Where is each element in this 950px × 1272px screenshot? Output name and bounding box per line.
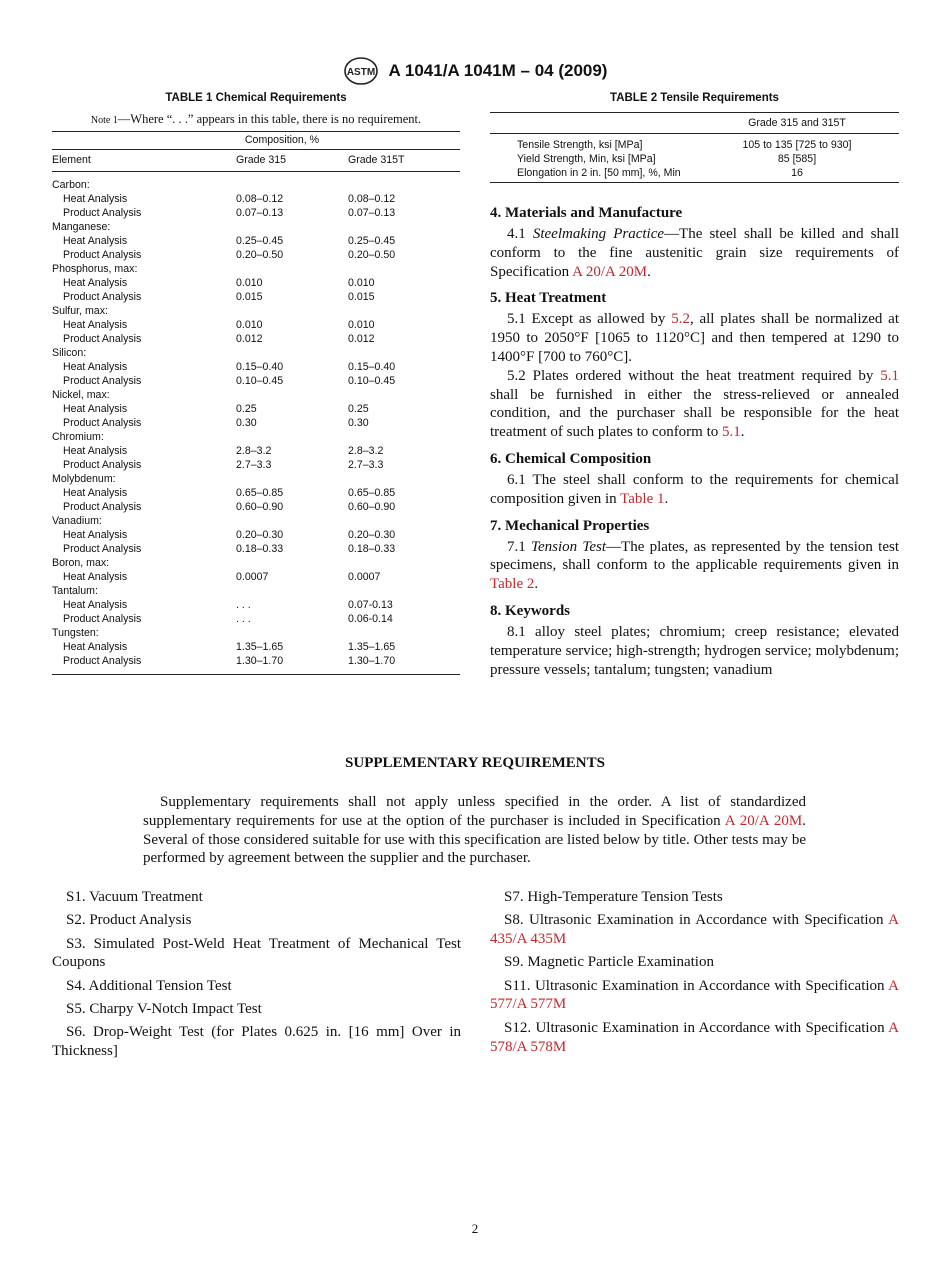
grade315t-value: 0.010: [348, 319, 375, 331]
table-row: [52, 276, 460, 290]
analysis-label: Product Analysis: [63, 417, 142, 429]
supp-s9: S9. Magnetic Particle Examination: [504, 954, 714, 971]
supp-s7: S7. High-Temperature Tension Tests: [504, 889, 723, 905]
supp-s4: S4. Additional Tension Test: [66, 977, 232, 994]
grade315-value: 0.010: [236, 319, 263, 331]
table-row: [52, 570, 460, 584]
element-name: Tungsten:: [52, 627, 99, 639]
element-name: Carbon:: [52, 179, 90, 191]
section-6-1: 6.1 The steel shall conform to the requirements for chemical composition given in Table 1.: [490, 471, 899, 507]
analysis-label: Heat Analysis: [63, 277, 128, 289]
analysis-label: Product Analysis: [63, 291, 142, 303]
element-group-row: [52, 346, 460, 360]
supp-s2: S2. Product Analysis: [66, 912, 192, 929]
grade315t-value: 0.18–0.33: [348, 543, 396, 555]
grade315t-value: 1.35–1.65: [348, 641, 396, 653]
section-5-2: 5.2 Plates ordered without the heat treatment required by 5.1 shall be furnished in either the stress-relieved or annealed condition, and the purchaser shall be responsible for the heat treatment of such plates to conform to 5.1.: [490, 367, 900, 441]
table-row: [52, 290, 460, 304]
note-label: Note 1: [90, 115, 118, 126]
supplementary-list-right: [490, 888, 899, 1061]
composition-header: Composition, %: [236, 132, 460, 150]
link-5-2[interactable]: 5.2: [671, 311, 690, 328]
table-row: [52, 318, 460, 332]
right-column: [490, 92, 899, 679]
supp-s5: S5. Charpy V-Notch Impact Test: [66, 1000, 262, 1017]
property-label: Elongation in 2 in. [50 mm], %, Min: [490, 166, 695, 183]
grade315t-value: 0.25–0.45: [348, 235, 396, 247]
grade315-value: 1.30–1.70: [236, 655, 284, 667]
analysis-label: Product Analysis: [63, 613, 142, 625]
property-label: Tensile Strength, ksi [MPa]: [517, 139, 643, 151]
analysis-label: Heat Analysis: [63, 193, 128, 205]
grade315-value: 0.012: [236, 333, 263, 345]
table-row: [490, 152, 899, 166]
element-name: Vanadium:: [52, 515, 102, 527]
grade315t-value: 0.15–0.40: [348, 361, 396, 373]
grade315t-value: 0.08–0.12: [348, 193, 396, 205]
table-row: [52, 598, 460, 612]
grade315-value: 0.10–0.45: [236, 375, 284, 387]
element-name: Silicon:: [52, 347, 87, 359]
grade315t-value: 2.7–3.3: [348, 459, 384, 471]
grade315-value: 0.18–0.33: [236, 543, 284, 555]
grade315-value: 1.35–1.65: [236, 641, 284, 653]
analysis-label: Heat Analysis: [63, 487, 128, 499]
table-row: [52, 542, 460, 556]
element-group-row: [52, 556, 460, 570]
grade315t-value: 0.0007: [348, 571, 381, 583]
col-element: Element: [52, 150, 236, 172]
grade315-value: 0.25: [236, 403, 257, 415]
element-group-row: [52, 514, 460, 528]
grade315-value: 0.015: [236, 291, 263, 303]
table-row: [52, 374, 460, 388]
analysis-label: Heat Analysis: [63, 529, 128, 541]
table-row: [52, 640, 460, 654]
table-row: [52, 486, 460, 500]
grade315-value: . . .: [236, 613, 251, 625]
section-7-heading: 7. Mechanical Properties: [490, 517, 650, 534]
table-row: [52, 654, 460, 668]
analysis-label: Product Analysis: [63, 249, 142, 261]
property-label: Yield Strength, Min, ksi [MPa]: [517, 153, 656, 165]
analysis-label: Heat Analysis: [63, 319, 128, 331]
grade315-value: 2.8–3.2: [236, 445, 272, 457]
analysis-label: Product Analysis: [63, 501, 142, 513]
element-name: Sulfur, max:: [52, 305, 108, 317]
astm-logo-icon: [343, 56, 379, 86]
link-a577[interactable]: A 577/A 577M: [490, 977, 899, 1013]
grade315-value: 0.60–0.90: [236, 501, 284, 513]
table-row: [52, 458, 460, 472]
table2-caption: TABLE 2 Tensile Requirements: [610, 92, 779, 104]
grade315t-value: 0.06-0.14: [348, 613, 393, 625]
link-table-2[interactable]: Table 2: [490, 576, 535, 593]
grade315t-value: 0.20–0.50: [348, 249, 396, 261]
document-designation: A 1041/A 1041M – 04 (2009): [388, 61, 608, 80]
grade315t-value: 0.20–0.30: [348, 529, 396, 541]
analysis-label: Heat Analysis: [63, 599, 128, 611]
link-5-1[interactable]: 5.1: [880, 367, 900, 384]
element-name: Chromium:: [52, 431, 104, 443]
grade315-value: 0.08–0.12: [236, 193, 284, 205]
element-group-row: [52, 388, 460, 402]
analysis-label: Product Analysis: [63, 543, 142, 555]
note-text: —Where “. . .” appears in this table, there is no requirement.: [117, 112, 422, 126]
table-row: [52, 612, 460, 626]
supp-s1: S1. Vacuum Treatment: [66, 889, 203, 905]
supplementary-title: SUPPLEMENTARY REQUIREMENTS: [345, 755, 605, 771]
section-5-1: 5.1 Except as allowed by 5.2, all plates shall be normalized at 1950 to 2050°F [1065 to 1120°C] and then tempered at 1290 to 1400°F [700 to 760°C].: [490, 311, 900, 365]
element-group-row: [52, 220, 460, 234]
grade315t-value: 0.012: [348, 333, 375, 345]
grade315-value: 0.15–0.40: [236, 361, 284, 373]
table-row: [490, 134, 899, 153]
grade315-value: 0.30: [236, 417, 257, 429]
table-row: [52, 234, 460, 248]
property-value: 105 to 135 [725 to 930]: [742, 139, 852, 151]
grade315t-value: 0.25: [348, 403, 369, 415]
element-name: Nickel, max:: [52, 389, 110, 401]
element-group-row: [52, 584, 460, 598]
supplementary-intro: Supplementary requirements shall not apply unless specified in the order. A list of standardized supplementary requirements for use at the option of the purchaser is included in Specification A 20/A 20M. Several of those considered suitable for use with this specification are listed below by title. Other tests may be performed by agreement between the supplier and the purchaser.: [143, 794, 806, 867]
svg-text:ASTM: ASTM: [346, 67, 375, 78]
grade315-value: 0.25–0.45: [236, 235, 284, 247]
element-group-row: [52, 430, 460, 444]
link-a578[interactable]: A 578/A 578M: [490, 1019, 899, 1055]
chemical-requirements-table: [52, 131, 460, 675]
link-table-1[interactable]: Table 1: [620, 490, 665, 507]
supp-s11: S11. Ultrasonic Examination in Accordance with Specification A 577/A 577M: [490, 977, 899, 1013]
grade315t-value: 0.60–0.90: [348, 501, 396, 513]
table-row: [52, 360, 460, 374]
supp-s3: S3. Simulated Post-Weld Heat Treatment of Mechanical Test Coupons: [52, 935, 461, 971]
supp-s6: S6. Drop-Weight Test (for Plates 0.625 in. [16 mm] Over in Thickness]: [52, 1024, 461, 1060]
table-row: [52, 500, 460, 514]
section-4-heading: 4. Materials and Manufacture: [490, 205, 683, 221]
col-grade315t: Grade 315T: [348, 150, 460, 172]
link-a435[interactable]: A 435/A 435M: [490, 912, 899, 948]
table-row: [52, 192, 460, 206]
element-name: Boron, max:: [52, 557, 110, 569]
grade315-value: 0.20–0.50: [236, 249, 284, 261]
grade315t-value: 0.015: [348, 291, 375, 303]
grade315-value: 0.010: [236, 277, 263, 289]
grade315t-value: 0.07–0.13: [348, 207, 396, 219]
col-grade315: Grade 315: [236, 150, 348, 172]
property-value: 16: [695, 166, 899, 183]
link-a20[interactable]: A 20/A 20M: [572, 263, 648, 280]
property-value: 85 [585]: [777, 153, 817, 165]
grade315t-value: 0.10–0.45: [348, 375, 396, 387]
element-group-row: [52, 472, 460, 486]
element-name: Phosphorus, max:: [52, 263, 138, 275]
element-group-row: [52, 304, 460, 318]
supp-s12: S12. Ultrasonic Examination in Accordance with Specification A 578/A 578M: [490, 1019, 899, 1055]
section-8-1: 8.1 alloy steel plates; chromium; creep resistance; elevated temperature service; high-strength; hydrogen service; molybdenum; pressure vessels; tantalum; tungsten; vanadium: [490, 623, 899, 678]
element-group-row: [52, 626, 460, 640]
section-6-heading: 6. Chemical Composition: [490, 450, 652, 467]
grade315-value: 0.65–0.85: [236, 487, 284, 499]
grade315t-value: 2.8–3.2: [348, 445, 384, 457]
analysis-label: Heat Analysis: [63, 571, 128, 583]
analysis-label: Product Analysis: [63, 655, 142, 667]
page-number: 2: [471, 1221, 479, 1236]
grade315t-value: 0.30: [348, 417, 369, 429]
analysis-label: Heat Analysis: [63, 445, 128, 457]
tensile-requirements-table: [490, 112, 899, 183]
table1-container: [52, 92, 460, 675]
analysis-label: Product Analysis: [63, 207, 142, 219]
analysis-label: Heat Analysis: [63, 403, 128, 415]
element-name: Tantalum:: [52, 585, 98, 597]
grade315t-value: 0.07-0.13: [348, 599, 393, 611]
section-8-heading: 8. Keywords: [490, 602, 570, 619]
grade315-value: 2.7–3.3: [236, 459, 272, 471]
element-name: Molybdenum:: [52, 473, 116, 485]
grade315t-value: 0.010: [348, 277, 375, 289]
analysis-label: Heat Analysis: [63, 361, 128, 373]
grade315t-value: 0.65–0.85: [348, 487, 396, 499]
table-row: [52, 402, 460, 416]
analysis-label: Product Analysis: [63, 375, 142, 387]
grade315-value: 0.07–0.13: [236, 207, 284, 219]
table-row: [52, 332, 460, 346]
table-row: [52, 206, 460, 220]
analysis-label: Heat Analysis: [63, 235, 128, 247]
analysis-label: Product Analysis: [63, 333, 142, 345]
table-row: [52, 248, 460, 262]
link-5-1-b[interactable]: 5.1: [722, 424, 741, 441]
table-row: [490, 166, 899, 183]
grade315-value: 0.20–0.30: [236, 529, 284, 541]
supplementary-list-left: [52, 888, 461, 1065]
table-row: [52, 528, 460, 542]
table1-note: [52, 112, 460, 127]
supp-s8: S8. Ultrasonic Examination in Accordance with Specification A 435/A 435M: [490, 912, 899, 948]
analysis-label: Heat Analysis: [63, 641, 128, 653]
element-name: Manganese:: [52, 221, 111, 233]
grade315t-value: 1.30–1.70: [348, 655, 396, 667]
element-group-row: [52, 262, 460, 276]
table-row: [52, 416, 460, 430]
table-row: [52, 444, 460, 458]
document-header: [0, 56, 950, 86]
link-a20-supp[interactable]: A 20/A 20M: [724, 812, 803, 829]
section-4-1: 4.1 Steelmaking Practice—The steel shall be killed and shall conform to the fine austenitic grain size requirements of Specification A 20/A 20M.: [490, 226, 899, 280]
section-7-1: 7.1 Tension Test—The plates, as represented by the tension test specimens, shall conform to the applicable requirements given in Table 2.: [490, 538, 899, 593]
table1-caption: TABLE 1 Chemical Requirements: [165, 92, 347, 104]
element-group-row: [52, 178, 460, 192]
grade315-value: . . .: [236, 599, 251, 611]
grade315-value: 0.0007: [236, 571, 269, 583]
analysis-label: Product Analysis: [63, 459, 142, 471]
col-grade315-315t: Grade 315 and 315T: [695, 113, 899, 134]
section-5-heading: 5. Heat Treatment: [490, 290, 607, 307]
